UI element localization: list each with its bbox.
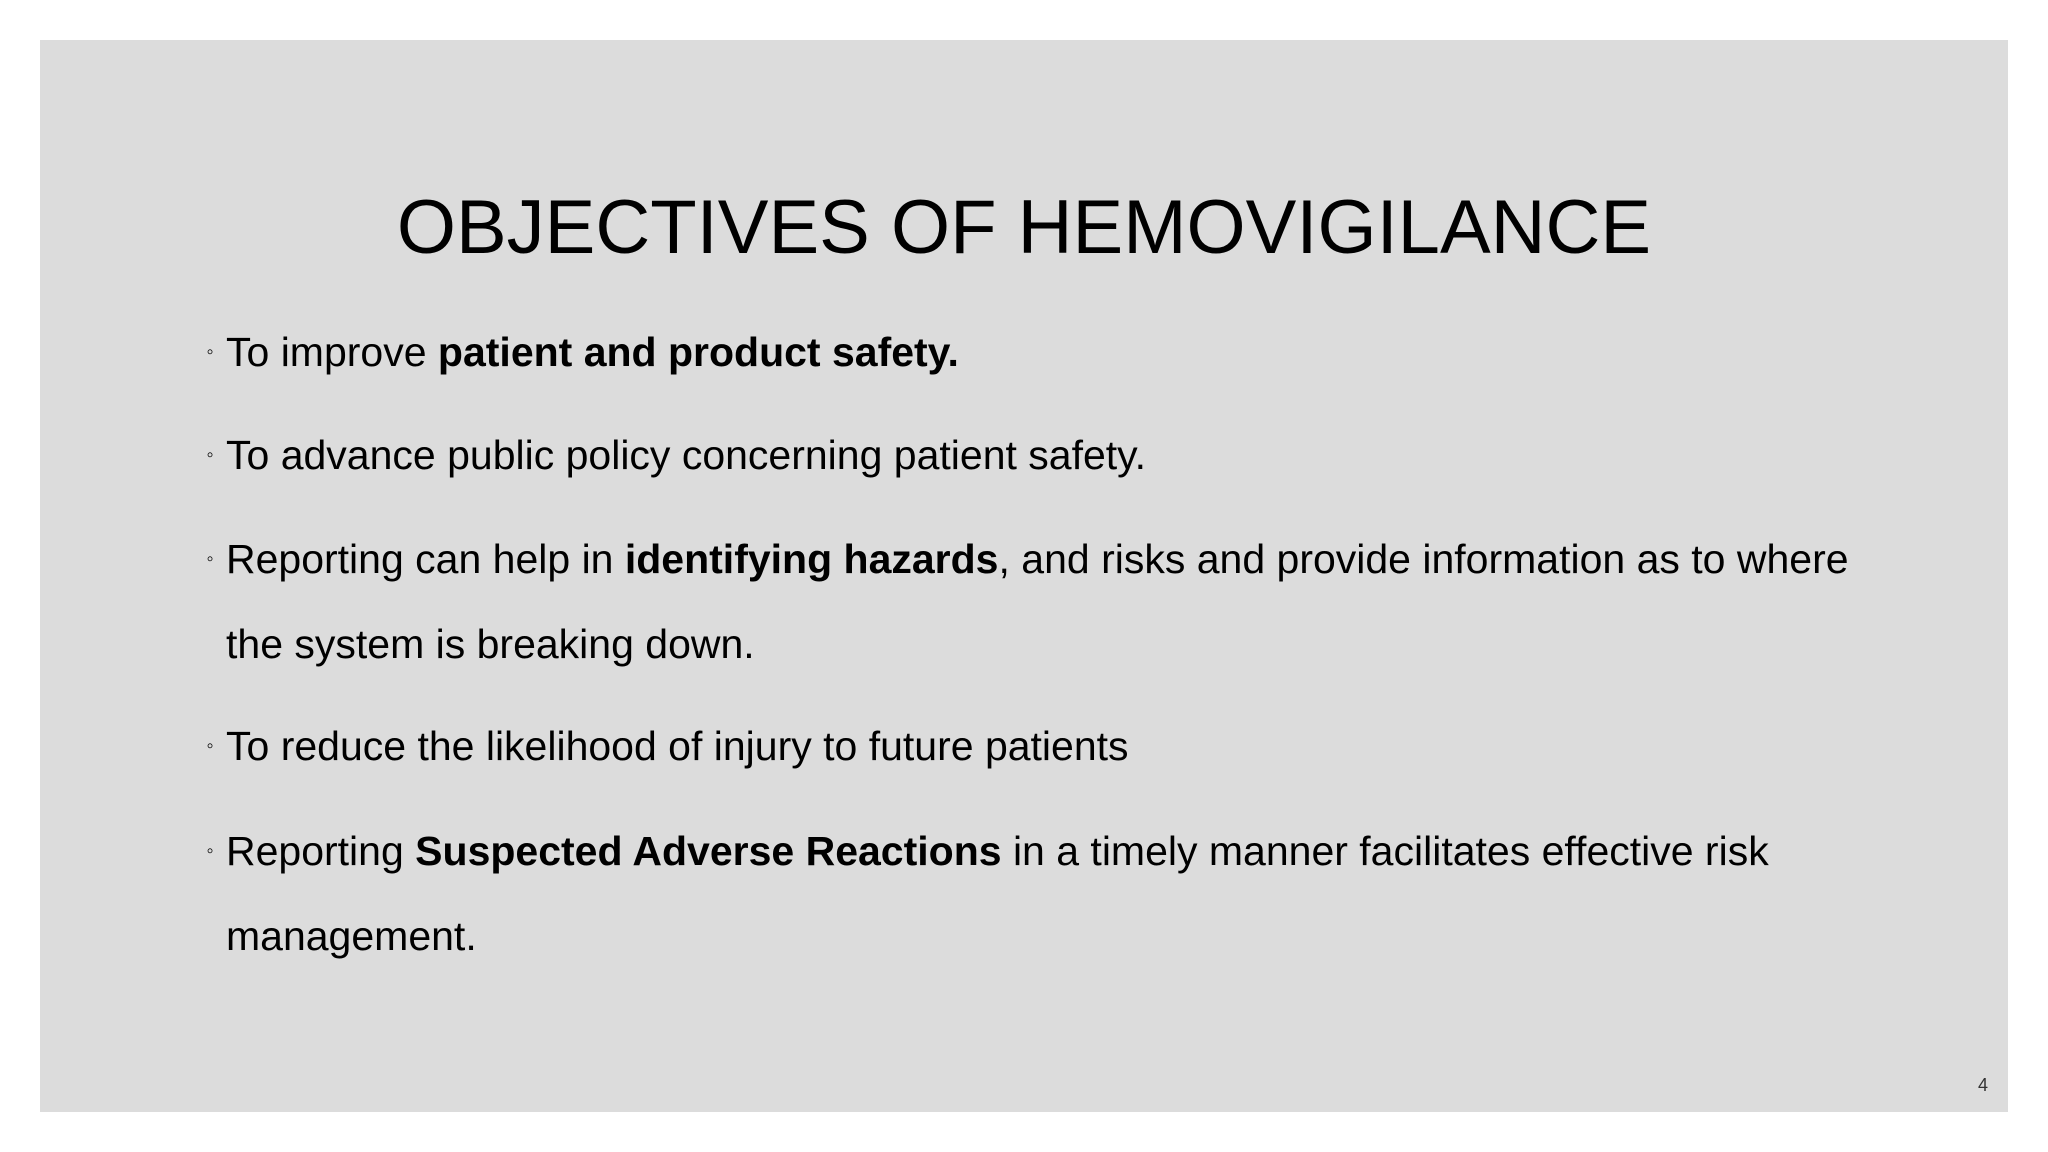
bullet-bold-text: identifying hazards [624, 536, 999, 582]
bullet-item [206, 413, 1866, 498]
bullet-text: Reporting can help in [226, 536, 625, 582]
bullet-item [206, 809, 1866, 979]
bullet-marker-icon: ◦ [206, 840, 214, 862]
bullet-text: To advance public policy concerning patient safety. [226, 432, 1147, 478]
bullet-marker-icon: ◦ [206, 341, 214, 363]
bullet-text-end: in a timely manner facilitates effective risk management. [226, 828, 1769, 959]
bullet-text-end: , and risks and provide information as to where the system is breaking down. [226, 536, 1849, 667]
bullet-bold-text: patient and product safety. [437, 329, 959, 375]
bullet-bold-text: Suspected Adverse Reactions [415, 828, 1002, 874]
bullet-item [206, 517, 1866, 687]
bullet-text: To improve [226, 329, 438, 375]
bullet-marker-icon: ◦ [206, 548, 214, 570]
slide [40, 40, 2008, 1112]
bullet-text: To reduce the likelihood of injury to future patients [226, 723, 1129, 769]
slide-title: OBJECTIVES OF HEMOVIGILANCE [396, 185, 1652, 270]
bullet-list [40, 40, 2008, 1112]
bullet-text: Reporting [226, 828, 416, 874]
bullet-item [206, 704, 1866, 789]
bullet-marker-icon: ◦ [206, 444, 214, 466]
bullet-item [206, 310, 1866, 395]
page-number: 4 [1977, 1075, 1988, 1095]
bullet-marker-icon: ◦ [206, 735, 214, 757]
